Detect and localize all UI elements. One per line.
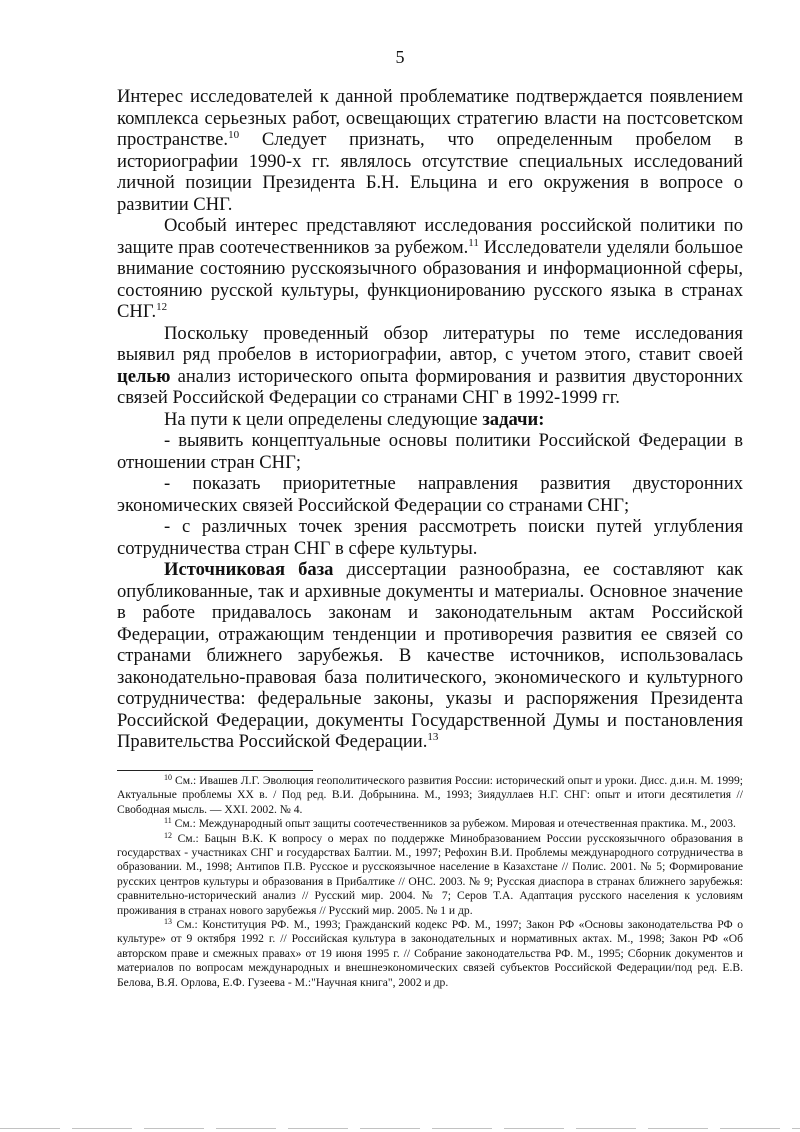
footnote: $^{11}$ См.: Международный опыт защиты соотечественников за рубежом. Мировая и отечественная практика. М., 2003. [164, 816, 736, 831]
footnote-number: 10 [164, 773, 172, 782]
paragraph-tasks-intro: На пути к цели определены следующие задачи: [164, 408, 545, 430]
footnote: $^{12}$ См.: Бацын В.К. К вопросу о мерах по поддержке Минобразованием России русскоязычного образования в государствах - участниках СНГ и государствах Балтии. М., 1997; Рефохин В.И. Проблемы международного сотрудничества в образовании. М., 1998; Антипов П.В. Русское и русскоязычное население в Казахстане // Полис. 2001. № 5; Формирование русских центров культуры и образования в Прибалтике // ОНС. 2003. № 9; Русская диаспора в странах ближнего зарубежья: сравнительно-исторический анализ // Русский мир. 2004. № 7; Серов Т.А. Адаптация русского населения к условиям проживания в странах нового зарубежья // Русский мир. 2005. № 1 и др. [117, 830, 743, 917]
tasks-keyword: задачи: [482, 408, 545, 430]
footnote: $^{10}$ См.: Ивашев Л.Г. Эволюция геополитического развития России: исторический опыт и уроки. Дисс. д.и.н. М. 1999; Актуальные проблемы XX в. / Под ред. В.И. Добрынина. М., 1993; Зиядуллаев Н.Г. СНГ: опыт и итоги десятилетия // Свободная мысль. — XXI. 2002. № 4. [117, 773, 743, 816]
footnote-separator [117, 770, 313, 771]
footnotes [117, 774, 743, 990]
sources-keyword: Источниковая база [164, 559, 334, 580]
footnote-ref[interactable]: 11 [468, 236, 479, 249]
page-number: 5 [395, 47, 405, 67]
footnote: $^{13}$ См.: Конституция РФ. М., 1993; Гражданский кодекс РФ. М., 1997; Закон РФ «Основы законодательства РФ о культуре» от 9 октября 1992 г. // Российская культура в законодательных и нормативных актах. М., 1998; Закон РФ «Об авторском праве и смежных правах» от 19 июня 1995 г. // Собрание законодательства РФ. М., 1995; Сборник документов и материалов по вопросам международных и внешнеэкономических связей субъектов Российской Федерации/под ред. Е.В. Белова, В.Я. Орлова, Е.Ф. Гузеева - М.:"Научная книга", 2002 и др. [117, 917, 743, 989]
task-item: - с различных точек зрения рассмотреть поиски путей углубления сотрудничества стран СНГ в сфере культуры. [117, 516, 743, 559]
paragraph-sources: Источниковая база диссертации разнообразна, ее составляют как опубликованные, так и архивные документы и материалы. Основное значение в работе придавалось законам и законодательным актам Российской Федерации, отражающим тенденции и противоречия развития ее связей со странами ближнего зарубежья. В качестве источников, использовалась законодательно-правовая база политического, экономического и культурного сотрудничества: федеральные законы, указы и распоряжения Президента Российской Федерации, документы Государственной Думы и постановления Правительства Российской Федерации.$^{13}$ [117, 559, 743, 752]
footnote-number: 11 [164, 816, 172, 826]
task-item: - показать приоритетные направления развития двусторонних экономических связей Российской Федерации со странами СНГ; [117, 473, 743, 516]
footnote-ref[interactable]: 12 [156, 301, 168, 313]
paragraph-historiography: Интерес исследователей к данной проблематике подтверждается появлением комплекса серьезных работ, освещающих стратегию власти на постсоветском пространстве.$^{10}$ Следует признать, что определенным пробелом в историографии 1990-х гг. являлось отсутствие специальных исследований личной позиции Президента Б.Н. Ельцина и его окружения в вопросе о развитии СНГ. [117, 86, 743, 215]
footnote-number: 12 [164, 830, 172, 840]
goal-keyword: целью [117, 365, 171, 387]
scan-edge [0, 1128, 800, 1129]
footnote-ref[interactable]: 10 [228, 129, 240, 141]
task-item: - выявить концептуальные основы политики Российской Федерации в отношении стран СНГ; [117, 430, 743, 473]
paragraph-compatriots: Особый интерес представляют исследования российской политики по защите прав соотечественников за рубежом.$^{11}$ Исследователи уделяли большое внимание состоянию русскоязычного образования и информационной сферы, состоянию русской культуры, функционированию русского языка в странах СНГ.$^{12}$ [117, 215, 743, 322]
main-text [117, 86, 743, 753]
footnote-number: 13 [164, 917, 172, 927]
paragraph-goal: Поскольку проведенный обзор литературы по теме исследования выявил ряд пробелов в историографии, автор, с учетом этого, ставит своей целью анализ исторического опыта формирования и развития двусторонних связей Российской Федерации со странами СНГ в 1992-1999 гг. [117, 322, 743, 408]
footnote-ref[interactable]: 13 [427, 731, 439, 743]
